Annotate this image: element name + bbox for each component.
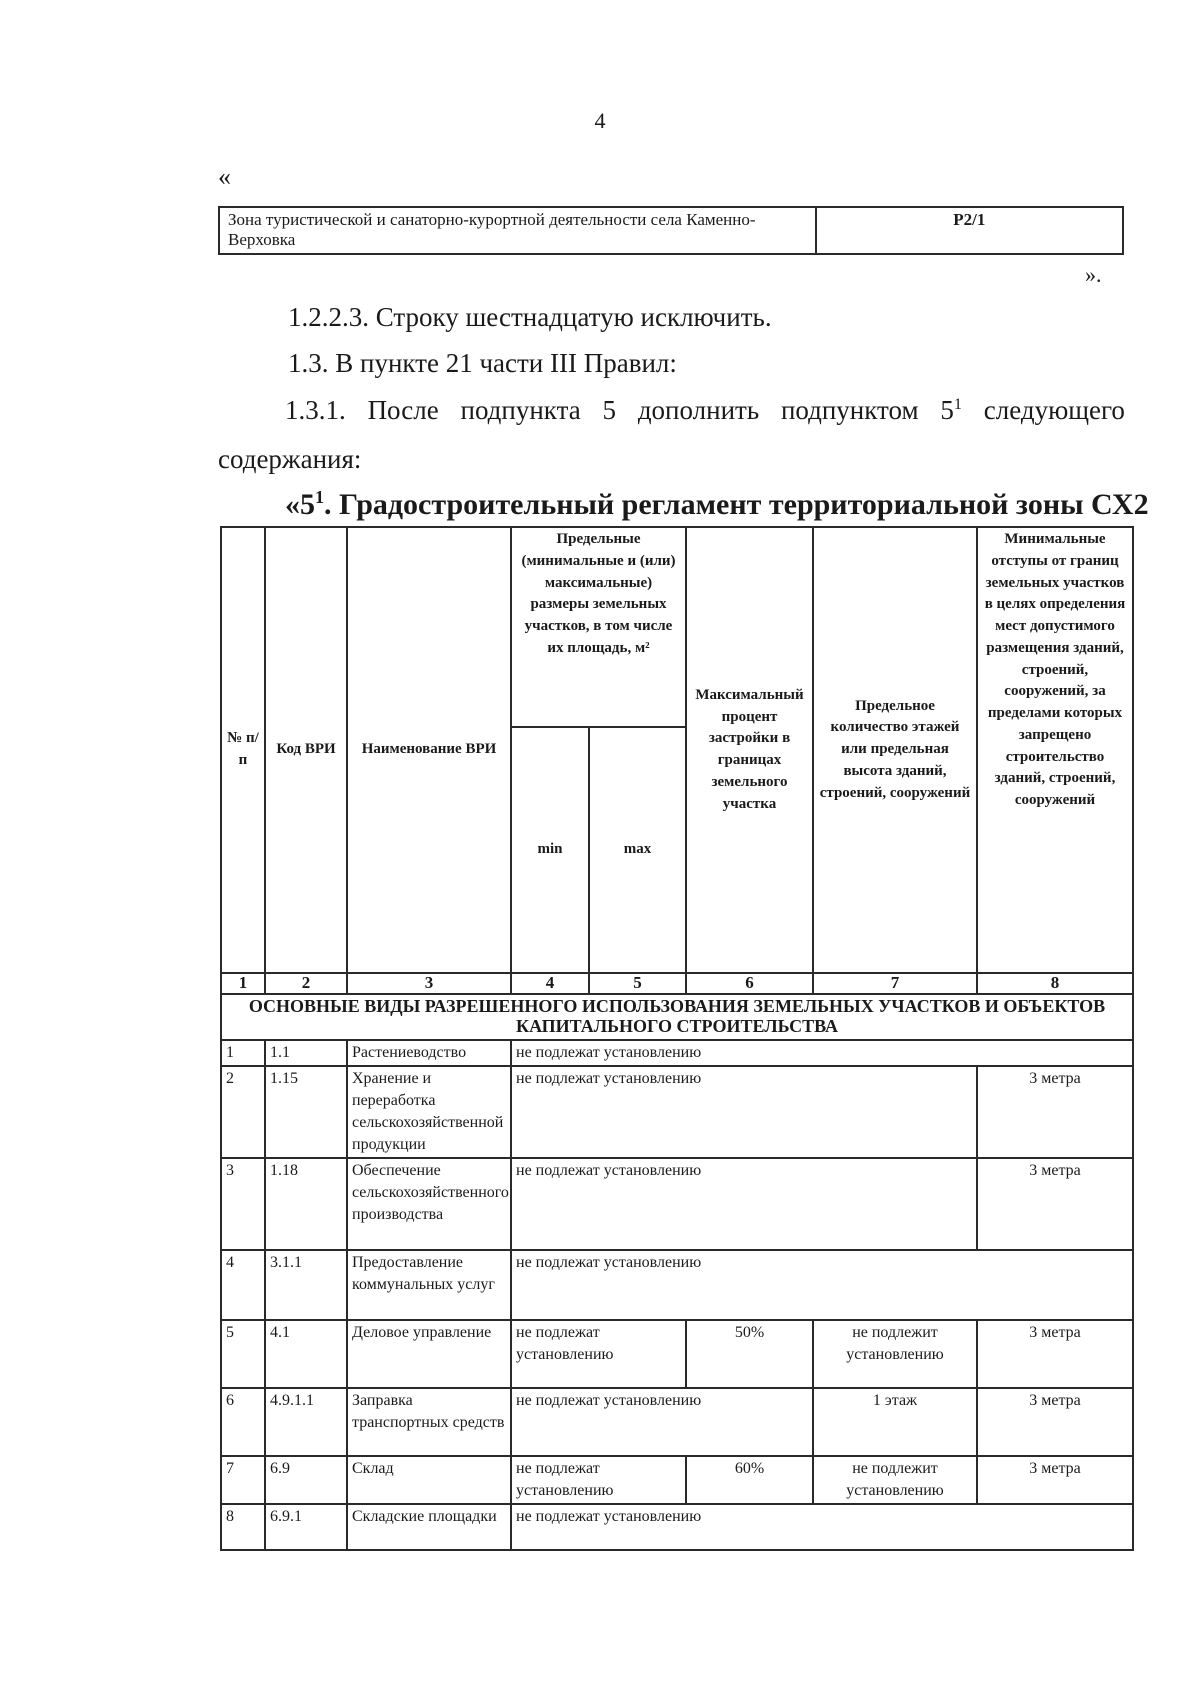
section-title: ОСНОВНЫЕ ВИДЫ РАЗРЕШЕННОГО ИСПОЛЬЗОВАНИЯ ЗЕМЕЛЬНЫХ УЧАСТКОВ И ОБЪЕКТОВ КАПИТАЛЬНОГО СТРОИТЕЛЬСТВА (221, 994, 1133, 1040)
row-number: 1 (221, 1040, 265, 1066)
row-setback: 3 метра (977, 1158, 1133, 1250)
column-number: 5 (589, 973, 686, 994)
table-row (221, 1250, 1133, 1320)
row-sizes: не подлежат установлению (511, 1158, 977, 1250)
row-number: 8 (221, 1504, 265, 1550)
word: 1.3.1. (285, 395, 346, 425)
row-percent: 50% (686, 1320, 813, 1388)
row-name: Хранение и переработка сельскохозяйственной продукции (347, 1066, 511, 1158)
header-row (221, 527, 1133, 727)
section-heading (285, 488, 1149, 522)
row-number: 3 (221, 1158, 265, 1250)
column-number: 6 (686, 973, 813, 994)
row-code: 6.9.1 (265, 1504, 347, 1550)
subpoint-superscript: 1 (953, 395, 962, 413)
column-number: 3 (347, 973, 511, 994)
row-sizes: не подлежат установлению (511, 1320, 686, 1388)
header-floors: Предельное количество этажей или предельная высота зданий, строений, сооружений (813, 527, 977, 973)
column-number: 7 (813, 973, 977, 994)
heading-prefix: «5 (285, 488, 315, 521)
row-percent: 60% (686, 1456, 813, 1504)
row-code: 1.18 (265, 1158, 347, 1250)
word: следующего (983, 395, 1125, 425)
closing-quote: ». (1085, 262, 1102, 287)
table-row (221, 1040, 1133, 1066)
header-sizes: Предельные (минимальные и (или) максимальные) размеры земельных участков, в том числе их площадь, м² (511, 527, 686, 727)
row-number: 7 (221, 1456, 265, 1504)
table-row (221, 1066, 1133, 1158)
row-code: 3.1.1 (265, 1250, 347, 1320)
opening-quote: « (218, 162, 231, 191)
zone-table (218, 206, 1124, 255)
row-name: Складские площадки (347, 1504, 511, 1550)
heading-text: . Градостроительный регламент территориальной зоны СХ2 (324, 488, 1149, 521)
table-row (221, 1320, 1133, 1388)
column-number: 1 (221, 973, 265, 994)
row-number: 2 (221, 1066, 265, 1158)
paragraph-1-3: 1.3. В пункте 21 части III Правил: (288, 348, 677, 378)
row-floors: не подлежит установлению (813, 1320, 977, 1388)
row-code: 1.1 (265, 1040, 347, 1066)
header-num: № п/п (221, 527, 265, 973)
row-code: 1.15 (265, 1066, 347, 1158)
row-name: Заправка транспортных средств (347, 1388, 511, 1456)
row-number: 5 (221, 1320, 265, 1388)
word: 5 (602, 395, 616, 425)
paragraph-1-2-2-3: 1.2.2.3. Строку шестнадцатую исключить. (288, 302, 772, 332)
row-number: 6 (221, 1388, 265, 1456)
regulation-table (220, 526, 1134, 1551)
table-row (221, 1456, 1133, 1504)
row-sizes: не подлежат установлению (511, 1250, 1133, 1320)
subpoint-base: 5 (940, 395, 954, 425)
row-setback: 3 метра (977, 1388, 1133, 1456)
header-name: Наименование ВРИ (347, 527, 511, 973)
table-row (221, 1388, 1133, 1456)
section-title-row (221, 994, 1133, 1040)
paragraph-1-3-1 (285, 395, 1125, 426)
row-sizes: не подлежат установлению (511, 1040, 1133, 1066)
row-name: Предоставление коммунальных услуг (347, 1250, 511, 1320)
column-number: 8 (977, 973, 1133, 994)
heading-superscript: 1 (315, 487, 324, 507)
zone-code: Р2/1 (816, 207, 1123, 254)
header-max: max (589, 727, 686, 973)
row-floors: не подлежит установлению (813, 1456, 977, 1504)
table-row (221, 1158, 1133, 1250)
page-number: 4 (594, 108, 606, 133)
row-floors: 1 этаж (813, 1388, 977, 1456)
table-row (221, 1504, 1133, 1550)
row-name: Деловое управление (347, 1320, 511, 1388)
row-code: 6.9 (265, 1456, 347, 1504)
row-sizes: не подлежат установлению (511, 1504, 1133, 1550)
word: подпункта (460, 395, 581, 425)
header-percent: Максимальный процент застройки в границах земельного участка (686, 527, 813, 973)
zone-name: Зона туристической и санаторно-курортной деятельности села Каменно-Верховка (219, 207, 816, 254)
row-code: 4.1 (265, 1320, 347, 1388)
row-setback: 3 метра (977, 1320, 1133, 1388)
paragraph-1-3-1-continued: содержания: (218, 444, 362, 474)
column-number: 4 (511, 973, 589, 994)
row-name: Склад (347, 1456, 511, 1504)
zone-row (219, 207, 1123, 254)
subpoint-number (940, 395, 962, 426)
word: дополнить (637, 395, 760, 425)
row-sizes: не подлежат установлению (511, 1388, 813, 1456)
row-code: 4.9.1.1 (265, 1388, 347, 1456)
header-setback: Минимальные отступы от границ земельных участков в целях определения мест допустимого размещения зданий, строений, сооружений, за пределами которых запрещено строительство зданий, строений, сооружений (977, 527, 1133, 973)
header-min: min (511, 727, 589, 973)
row-name: Растениеводство (347, 1040, 511, 1066)
word: подпунктом (780, 395, 919, 425)
header-code: Код ВРИ (265, 527, 347, 973)
word: После (367, 395, 439, 425)
row-sizes: не подлежат установлению (511, 1066, 977, 1158)
row-setback: 3 метра (977, 1066, 1133, 1158)
row-name: Обеспечение сельскохозяйственного производства (347, 1158, 511, 1250)
row-sizes: не подлежат установлению (511, 1456, 686, 1504)
row-setback: 3 метра (977, 1456, 1133, 1504)
column-numbers-row (221, 973, 1133, 994)
column-number: 2 (265, 973, 347, 994)
row-number: 4 (221, 1250, 265, 1320)
